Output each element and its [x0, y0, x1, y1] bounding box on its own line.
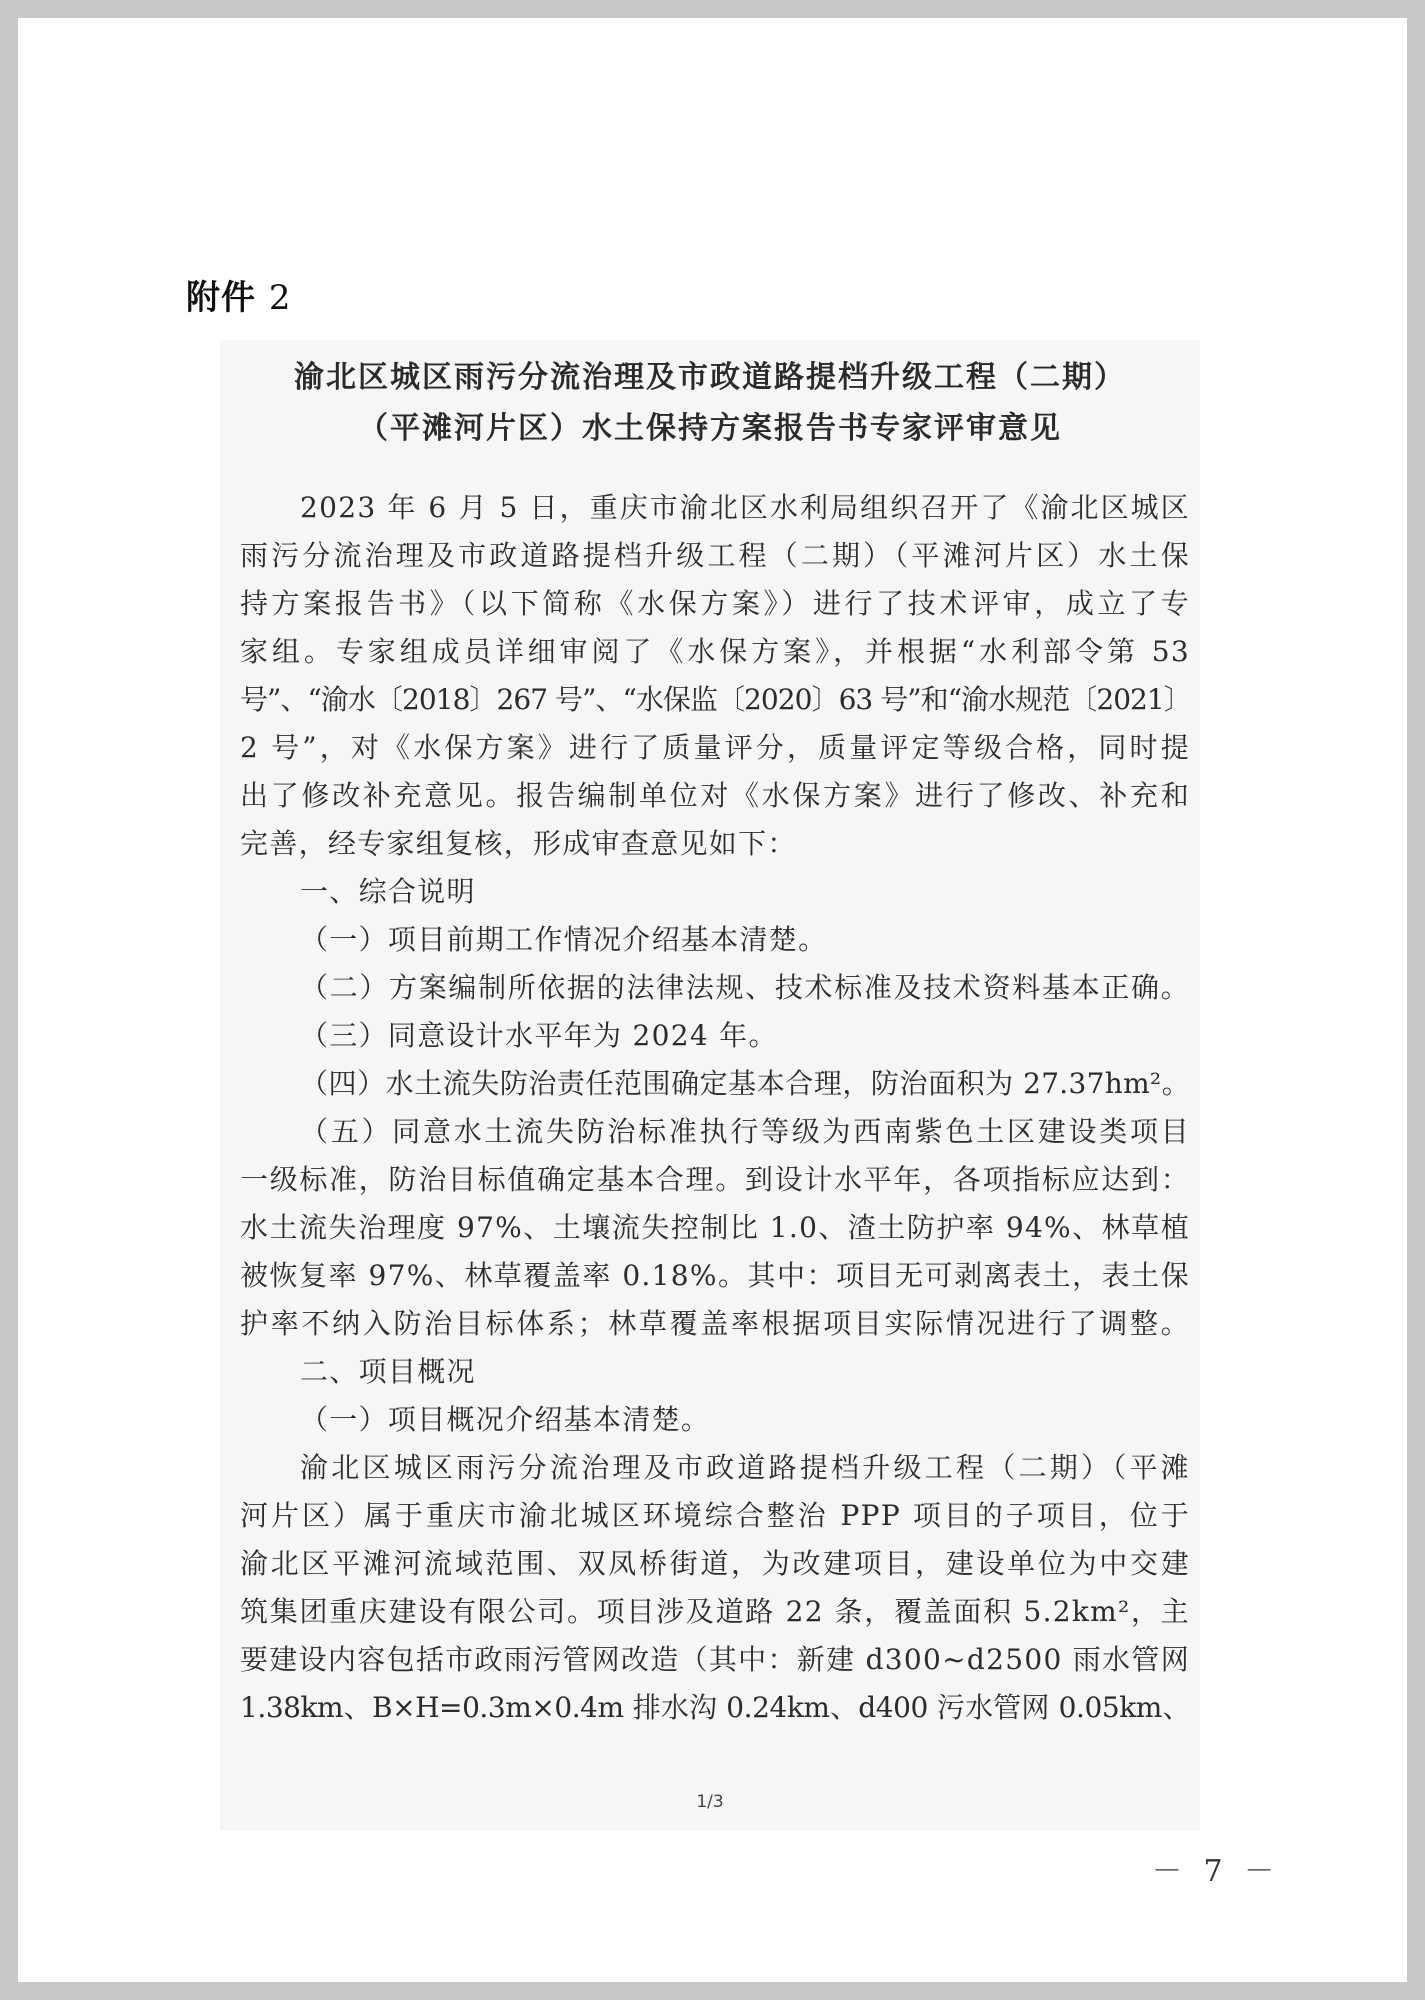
attachment-label [186, 270, 291, 319]
body-line: 渝北区城区雨污分流治理及市政道路提档升级工程（二期）（平滩 [300, 1451, 1190, 1484]
body-line: 被恢复率 97%、林草覆盖率 0.18%。其中：项目无可剥离表土，表土保 [240, 1259, 1190, 1292]
section-heading: 二、项目概况 [300, 1355, 476, 1388]
body-line: 1.38km、B×H=0.3m×0.4m 排水沟 0.24km、d400 污水管网 0.05km、 [240, 1691, 1190, 1724]
body-line: 筑集团重庆建设有限公司。项目涉及道路 22 条，覆盖面积 5.2km²，主 [240, 1595, 1190, 1628]
attachment-label-text: 附件 [186, 278, 256, 318]
body-line: 2 号”，对《水保方案》进行了质量评分，质量评定等级合格，同时提 [240, 731, 1190, 764]
body-line: 号”、“渝水〔2018〕267 号”、“水保监〔2020〕63 号”和“渝水规范〔2021〕 [240, 683, 1191, 716]
body-line: 要建设内容包括市政雨污管网改造（其中：新建 d300~d2500 雨水管网 [240, 1643, 1190, 1676]
section-heading: 一、综合说明 [300, 875, 476, 908]
body-line: 一级标准，防治目标值确定基本合理。到设计水平年，各项指标应达到： [240, 1163, 1190, 1196]
body-line: （二）方案编制所依据的法律法规、技术标准及技术资料基本正确。 [300, 971, 1190, 1004]
body-line: 完善，经专家组复核，形成审查意见如下： [240, 827, 797, 860]
scan-page-indicator: 1/3 [696, 1792, 724, 1812]
body-line: 家组。专家组成员详细审阅了《水保方案》，并根据“水利部令第 53 [240, 635, 1190, 668]
page-number: － 7 － [1152, 1854, 1281, 1889]
body-line: 雨污分流治理及市政道路提档升级工程（二期）（平滩河片区）水土保 [240, 539, 1190, 572]
attachment-number: 2 [268, 278, 292, 318]
body-line: 水土流失治理度 97%、土壤流失控制比 1.0、渣土防护率 94%、林草植 [240, 1211, 1190, 1244]
body-line: 持方案报告书》（以下简称《水保方案》）进行了技术评审，成立了专 [240, 587, 1190, 620]
body-line: （四）水土流失防治责任范围确定基本合理，防治面积为 27.37hm²。 [300, 1067, 1190, 1100]
body-line: 2023 年 6 月 5 日，重庆市渝北区水利局组织召开了《渝北区城区 [300, 491, 1190, 524]
body-line: 渝北区平滩河流域范围、双凤桥街道，为改建项目，建设单位为中交建 [240, 1547, 1190, 1580]
body-line: （一）项目前期工作情况介绍基本清楚。 [300, 923, 828, 956]
body-line: （五）同意水土流失防治标准执行等级为西南紫色土区建设类项目 [300, 1115, 1190, 1148]
body-line: 护率不纳入防治目标体系；林草覆盖率根据项目实际情况进行了调整。 [240, 1307, 1190, 1340]
body-line: 出了修改补充意见。报告编制单位对《水保方案》进行了修改、补充和 [240, 779, 1190, 812]
body-line: 河片区）属于重庆市渝北城区环境综合整治 PPP 项目的子项目，位于 [240, 1499, 1190, 1532]
document-title-line-1: 渝北区城区雨污分流治理及市政道路提档升级工程（二期） [294, 360, 1126, 395]
document-title-line-2: （平滩河片区）水土保持方案报告书专家评审意见 [358, 411, 1062, 446]
body-line: （三）同意设计水平年为 2024 年。 [300, 1019, 778, 1052]
body-line: （一）项目概况介绍基本清楚。 [300, 1403, 711, 1436]
